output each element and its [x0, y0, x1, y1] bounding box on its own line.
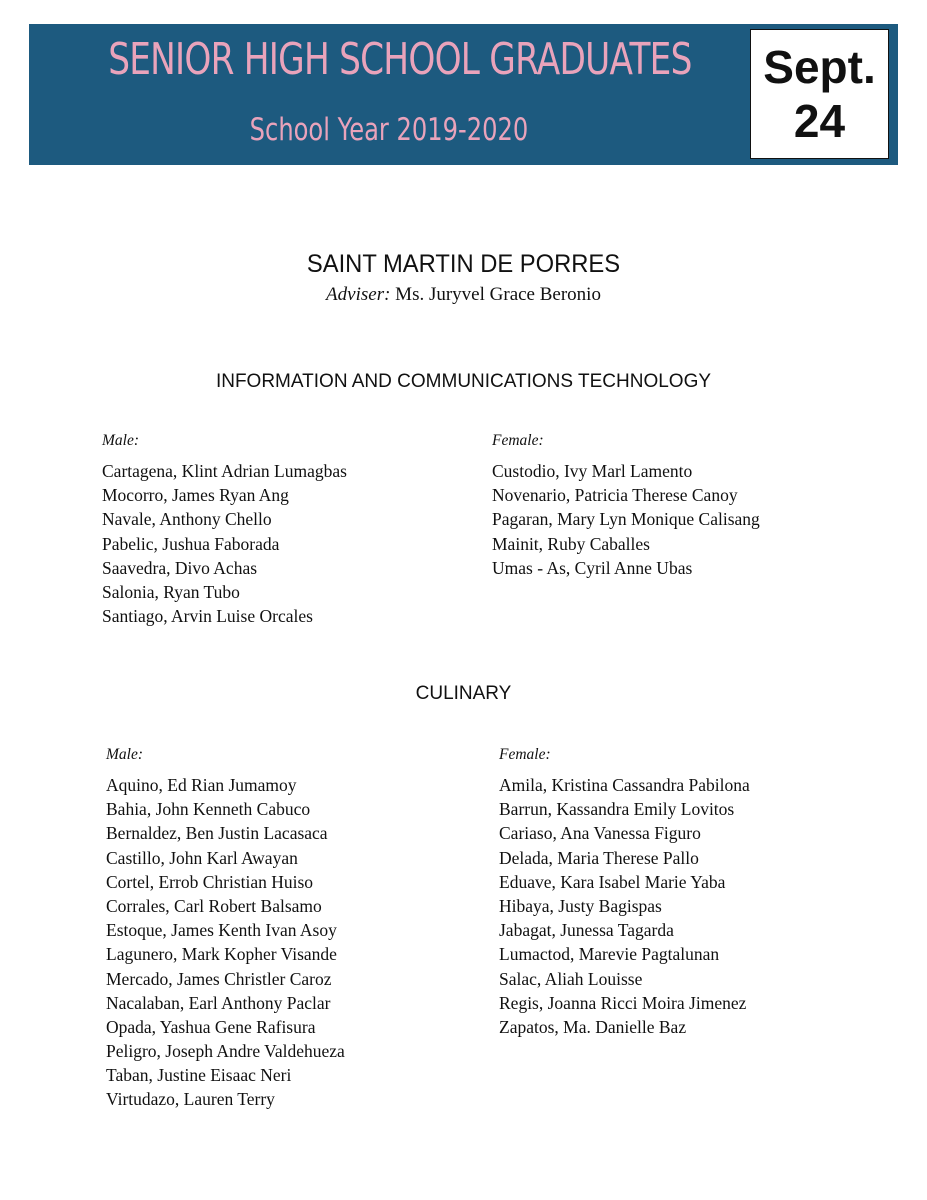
female-label: Female:	[499, 746, 551, 763]
list-item: Pagaran, Mary Lyn Monique Calisang	[492, 509, 760, 530]
strand-title-ict: INFORMATION AND COMMUNICATIONS TECHNOLOGY	[215, 371, 712, 392]
list-item: Cartagena, Klint Adrian Lumagbas	[102, 461, 347, 481]
list-item: Taban, Justine Eisaac Neri	[106, 1065, 292, 1086]
ict-female-column	[492, 431, 760, 580]
list-item: Pabelic, Jushua Faborada	[102, 533, 280, 554]
list-item: Virtudazo, Lauren Terry	[106, 1089, 275, 1110]
date-month: Sept.	[763, 41, 876, 93]
list-item: Peligro, Joseph Andre Valdehueza	[106, 1041, 345, 1062]
list-item: Santiago, Arvin Luise Orcales	[102, 606, 313, 627]
list-item: Salonia, Ryan Tubo	[102, 581, 240, 602]
section-name: SAINT MARTIN DE PORRES	[306, 250, 621, 278]
list-item: Bahia, John Kenneth Cabuco	[106, 799, 311, 820]
list-item: Lagunero, Mark Kopher Visande	[106, 944, 337, 965]
adviser-label: Adviser:	[326, 284, 391, 305]
adviser-name: Ms. Juryvel Grace Beronio	[395, 284, 601, 305]
culinary-male-column	[106, 745, 345, 1112]
list-item: Hibaya, Justy Bagispas	[499, 895, 662, 916]
date-day: 24	[793, 95, 846, 147]
list-item: Opada, Yashua Gene Rafisura	[106, 1016, 316, 1037]
list-item: Jabagat, Junessa Tagarda	[499, 920, 674, 941]
culinary-female-list	[499, 773, 750, 1039]
list-item: Regis, Joanna Ricci Moira Jimenez	[499, 992, 747, 1013]
list-item: Mocorro, James Ryan Ang	[102, 485, 289, 506]
list-item: Delada, Maria Therese Pallo	[499, 847, 699, 868]
date-box	[750, 29, 889, 159]
list-item: Zapatos, Ma. Danielle Baz	[499, 1016, 687, 1037]
list-item: Mercado, James Christler Caroz	[106, 968, 332, 989]
list-item: Bernaldez, Ben Justin Lacasaca	[106, 823, 328, 844]
list-item: Eduave, Kara Isabel Marie Yaba	[499, 871, 726, 892]
list-item: Aquino, Ed Rian Jumamoy	[106, 775, 297, 795]
list-item: Novenario, Patricia Therese Canoy	[492, 485, 738, 506]
list-item: Saavedra, Divo Achas	[102, 557, 258, 578]
adviser-line	[0, 284, 927, 306]
list-item: Castillo, John Karl Awayan	[106, 847, 298, 868]
list-item: Nacalaban, Earl Anthony Paclar	[106, 992, 331, 1013]
list-item: Mainit, Ruby Caballes	[492, 533, 650, 554]
culinary-female-column	[499, 745, 750, 1039]
list-item: Umas - As, Cyril Anne Ubas	[492, 557, 693, 578]
list-item: Custodio, Ivy Marl Lamento	[492, 461, 693, 481]
ict-male-list	[102, 459, 347, 628]
list-item: Salac, Aliah Louisse	[499, 968, 643, 989]
ict-female-list	[492, 459, 760, 580]
list-item: Cariaso, Ana Vanessa Figuro	[499, 823, 701, 844]
strand-title-culinary: CULINARY	[415, 683, 512, 704]
male-label: Male:	[102, 432, 140, 449]
list-item: Estoque, James Kenth Ivan Asoy	[106, 920, 337, 941]
male-label: Male:	[106, 746, 144, 763]
list-item: Navale, Anthony Chello	[102, 509, 272, 530]
list-item: Cortel, Errob Christian Huiso	[106, 871, 314, 892]
female-label: Female:	[492, 432, 544, 449]
banner-subtitle: School Year 2019-2020	[249, 112, 529, 148]
ict-male-column	[102, 431, 347, 628]
banner-title: SENIOR HIGH SCHOOL GRADUATES	[108, 34, 692, 85]
list-item: Corrales, Carl Robert Balsamo	[106, 895, 322, 916]
culinary-male-list	[106, 773, 345, 1112]
list-item: Barrun, Kassandra Emily Lovitos	[499, 799, 735, 820]
list-item: Amila, Kristina Cassandra Pabilona	[499, 775, 750, 795]
list-item: Lumactod, Marevie Pagtalunan	[499, 944, 720, 965]
